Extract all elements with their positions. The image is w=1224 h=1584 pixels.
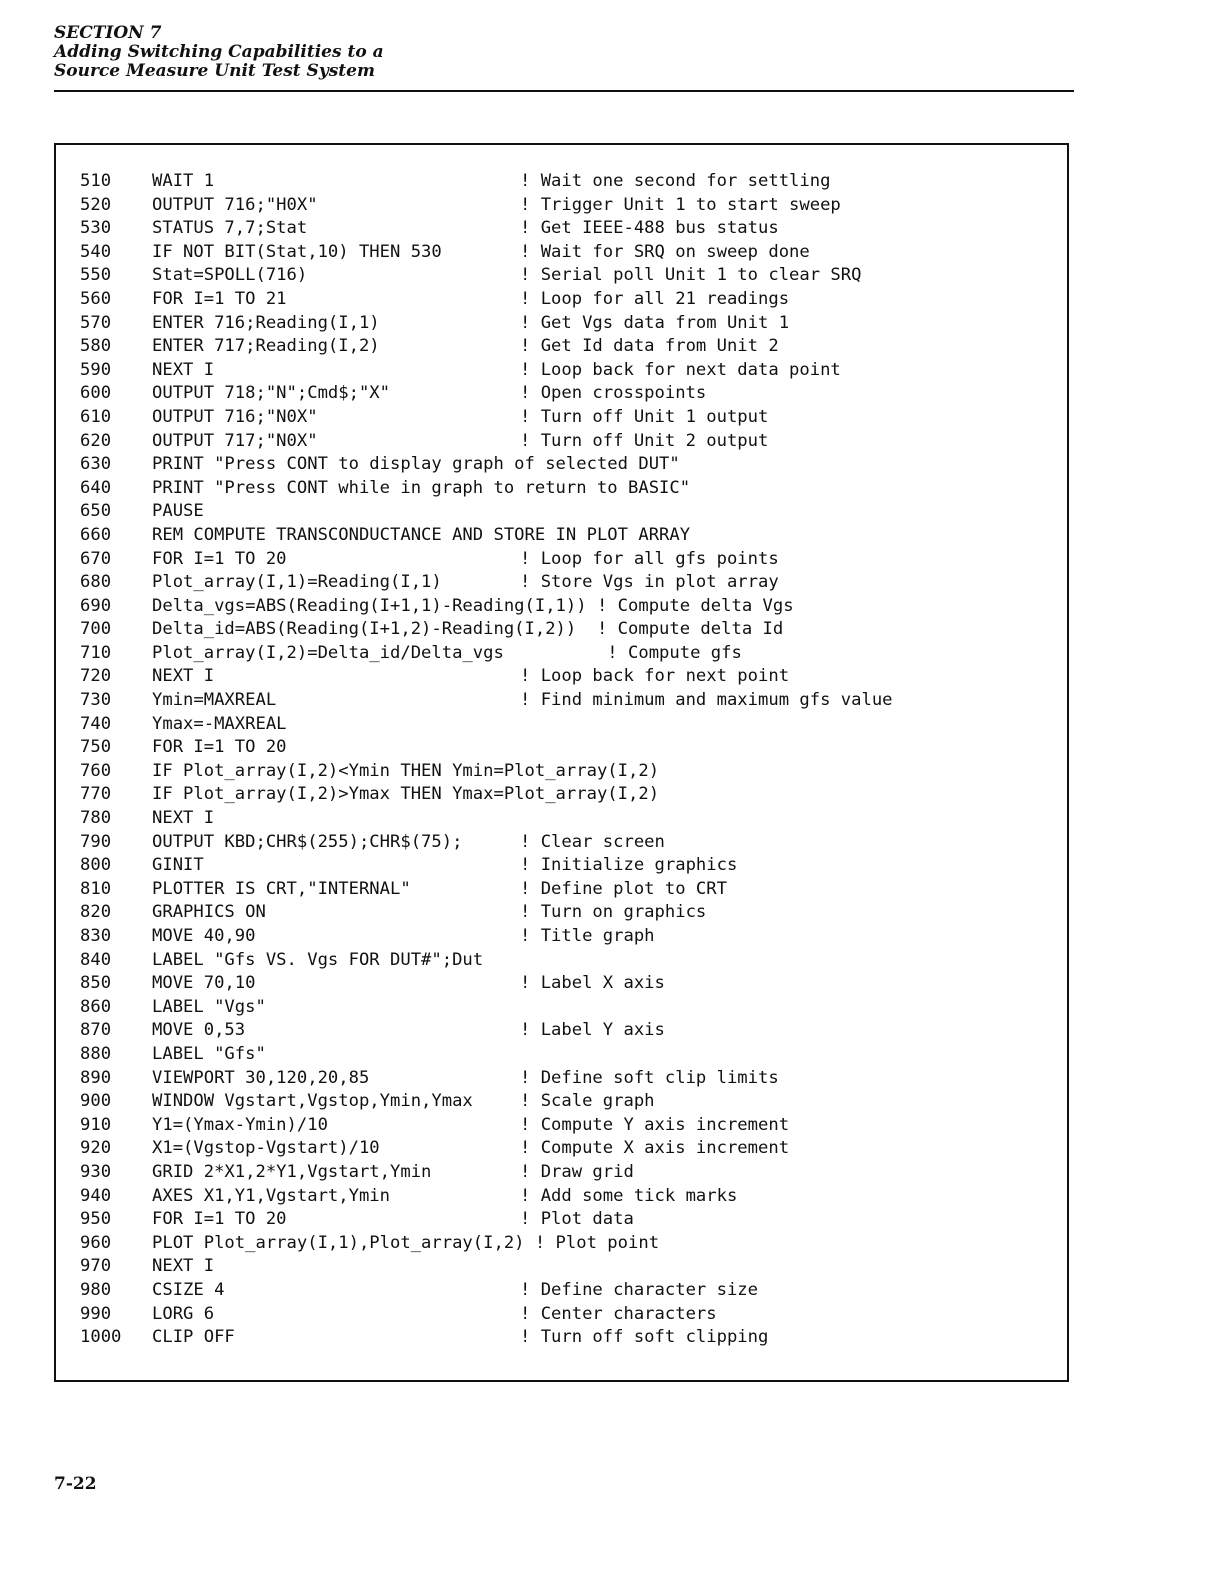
- code-statement: VIEWPORT 30,120,20,85: [152, 1067, 370, 1088]
- line-number: 660: [80, 524, 112, 545]
- line-number: 530: [80, 218, 112, 239]
- code-statement: ENTER 717;Reading(I,2): [152, 336, 380, 357]
- line-number: 710: [80, 642, 112, 663]
- code-statement: NEXT I: [152, 1256, 215, 1277]
- code-comment: ! Serial poll Unit 1 to clear SRQ: [520, 265, 862, 286]
- section-title: SECTION 7: [54, 23, 162, 43]
- code-statement: PAUSE: [152, 501, 204, 522]
- line-number: 760: [80, 760, 112, 781]
- code-statement: Plot_array(I,2)=Delta_id/Delta_vgs ! Compute gfs: [152, 642, 742, 663]
- code-comment: ! Loop for all 21 readings: [520, 288, 790, 309]
- code-statement: MOVE 0,53: [152, 1020, 246, 1041]
- code-statement: STATUS 7,7;Stat: [152, 218, 308, 239]
- line-number: 940: [80, 1185, 112, 1206]
- code-statement: OUTPUT 716;"H0X": [152, 194, 318, 215]
- code-statement: FOR I=1 TO 20: [152, 1209, 287, 1230]
- line-number: 860: [80, 996, 112, 1017]
- page-header: [54, 24, 1074, 81]
- code-comment: ! Turn on graphics: [520, 902, 707, 923]
- line-number: 980: [80, 1279, 112, 1300]
- code-comment: ! Wait one second for settling: [520, 171, 831, 191]
- code-comment: ! Define soft clip limits: [520, 1067, 779, 1088]
- line-number: 870: [80, 1020, 112, 1041]
- line-number: 730: [80, 690, 112, 711]
- line-number: 930: [80, 1161, 112, 1182]
- line-number: 690: [80, 595, 112, 616]
- line-number: 960: [80, 1232, 112, 1253]
- line-number: 680: [80, 572, 112, 593]
- line-number: 890: [80, 1067, 112, 1088]
- code-statement: IF NOT BIT(Stat,10) THEN 530: [152, 241, 442, 262]
- code-statement: GRID 2*X1,2*Y1,Vgstart,Ymin: [152, 1161, 432, 1182]
- code-comment: ! Get Vgs data from Unit 1: [520, 312, 790, 333]
- code-comment: ! Store Vgs in plot array: [520, 572, 779, 593]
- code-comment: ! Plot data: [520, 1209, 634, 1230]
- line-number: 810: [80, 878, 112, 899]
- code-statement: GRAPHICS ON: [152, 902, 266, 923]
- code-statement: Ymax=-MAXREAL: [152, 713, 287, 734]
- code-comment: ! Turn off Unit 1 output: [520, 406, 769, 427]
- code-statement: MOVE 70,10: [152, 973, 256, 994]
- code-statement: Delta_vgs=ABS(Reading(I+1,1)-Reading(I,1)) ! Compute delta Vgs: [152, 595, 794, 616]
- code-statement: OUTPUT 716;"N0X": [152, 406, 318, 427]
- code-statement: Y1=(Ymax-Ymin)/10: [152, 1114, 328, 1135]
- code-statement: LABEL "Gfs": [152, 1043, 266, 1064]
- line-number: 520: [80, 194, 112, 215]
- code-statement: PLOT Plot_array(I,1),Plot_array(I,2) ! Plot point: [152, 1232, 660, 1253]
- line-number: 580: [80, 336, 112, 357]
- code-comment: ! Clear screen: [520, 831, 665, 852]
- line-number: 790: [80, 831, 112, 852]
- code-comment: ! Compute X axis increment: [520, 1138, 790, 1159]
- code-statement: Stat=SPOLL(716): [152, 265, 308, 286]
- code-statement: IF Plot_array(I,2)<Ymin THEN Ymin=Plot_array(I,2): [152, 760, 660, 781]
- page-number: 7-22: [54, 1474, 97, 1494]
- line-number: 800: [80, 855, 112, 876]
- line-number: 630: [80, 454, 112, 475]
- code-comment: ! Get Id data from Unit 2: [520, 336, 779, 357]
- code-statement: NEXT I: [152, 359, 215, 380]
- code-comment: ! Center characters: [520, 1303, 717, 1324]
- line-number: 920: [80, 1138, 112, 1159]
- line-number: 970: [80, 1256, 112, 1277]
- code-listing-box: [54, 143, 1069, 1382]
- section-subtitle-line-2: Source Measure Unit Test System: [54, 61, 375, 81]
- line-number: 820: [80, 902, 112, 923]
- code-statement: ENTER 716;Reading(I,1): [152, 312, 380, 333]
- code-comment: ! Scale graph: [520, 1091, 655, 1112]
- code-statement: WAIT 1: [152, 171, 215, 191]
- line-number: 880: [80, 1043, 112, 1064]
- code-statement: LORG 6: [152, 1303, 215, 1324]
- code-comment: ! Define plot to CRT: [520, 878, 727, 899]
- header-rule: [54, 90, 1074, 92]
- line-number: 1000: [80, 1327, 122, 1348]
- code-statement: LABEL "Gfs VS. Vgs FOR DUT#";Dut: [152, 949, 484, 970]
- line-number: 610: [80, 406, 112, 427]
- line-number: 780: [80, 808, 112, 829]
- code-statement: OUTPUT 718;"N";Cmd$;"X": [152, 383, 390, 404]
- code-comment: ! Draw grid: [520, 1161, 634, 1182]
- line-number: 950: [80, 1209, 112, 1230]
- code-comment: ! Get IEEE-488 bus status: [520, 218, 779, 239]
- code-statement: LABEL "Vgs": [152, 996, 266, 1017]
- code-comment: ! Label X axis: [520, 973, 665, 994]
- code-statement: WINDOW Vgstart,Vgstop,Ymin,Ymax: [152, 1091, 473, 1112]
- line-number: 700: [80, 619, 112, 640]
- line-number: 550: [80, 265, 112, 286]
- code-statement: REM COMPUTE TRANSCONDUCTANCE AND STORE IN PLOT ARRAY: [152, 524, 691, 545]
- code-comment: ! Open crosspoints: [520, 383, 707, 404]
- code-statement: CLIP OFF: [152, 1327, 235, 1348]
- line-number: 540: [80, 241, 112, 262]
- code-statement: NEXT I: [152, 808, 215, 829]
- code-comment: ! Compute Y axis increment: [520, 1114, 790, 1135]
- code-comment: ! Define character size: [520, 1279, 758, 1300]
- code-statement: FOR I=1 TO 20: [152, 548, 287, 569]
- code-statement: PRINT "Press CONT to display graph of selected DUT": [152, 454, 680, 475]
- code-statement: PLOTTER IS CRT,"INTERNAL": [152, 878, 411, 899]
- line-number: 830: [80, 926, 112, 946]
- code-statement: PRINT "Press CONT while in graph to return to BASIC": [152, 477, 691, 498]
- code-comment: ! Wait for SRQ on sweep done: [520, 241, 810, 262]
- code-comment: ! Initialize graphics: [520, 855, 738, 876]
- code-statement: FOR I=1 TO 21: [152, 288, 287, 309]
- code-statement: OUTPUT KBD;CHR$(255);CHR$(75);: [152, 831, 463, 852]
- line-number: 910: [80, 1114, 112, 1135]
- line-number: 770: [80, 784, 112, 805]
- code-comment: ! Turn off soft clipping: [520, 1327, 769, 1348]
- line-number: 740: [80, 713, 112, 734]
- code-comment: ! Loop for all gfs points: [520, 548, 779, 569]
- line-number: 590: [80, 359, 112, 380]
- code-comment: ! Add some tick marks: [520, 1185, 738, 1206]
- code-statement: Ymin=MAXREAL: [152, 690, 277, 711]
- section-subtitle-line-1: Adding Switching Capabilities to a: [54, 42, 384, 62]
- code-statement: CSIZE 4: [152, 1279, 225, 1300]
- line-number: 990: [80, 1303, 112, 1324]
- code-comment: ! Title graph: [520, 926, 655, 946]
- line-number: 850: [80, 973, 112, 994]
- line-number: 900: [80, 1091, 112, 1112]
- code-statement: Delta_id=ABS(Reading(I+1,2)-Reading(I,2)) ! Compute delta Id: [152, 619, 784, 640]
- line-number: 650: [80, 501, 112, 522]
- code-statement: GINIT: [152, 855, 204, 876]
- line-number: 510: [80, 171, 112, 191]
- code-statement: Plot_array(I,1)=Reading(I,1): [152, 572, 442, 593]
- line-number: 570: [80, 312, 112, 333]
- code-comment: ! Label Y axis: [520, 1020, 665, 1041]
- line-number: 600: [80, 383, 112, 404]
- code-statement: AXES X1,Y1,Vgstart,Ymin: [152, 1185, 390, 1206]
- code-statement: OUTPUT 717;"N0X": [152, 430, 318, 451]
- line-number: 620: [80, 430, 112, 451]
- code-comment: ! Loop back for next point: [520, 666, 790, 687]
- code-comment: ! Loop back for next data point: [520, 359, 841, 380]
- line-number: 670: [80, 548, 112, 569]
- code-statement: NEXT I: [152, 666, 215, 687]
- code-statement: MOVE 40,90: [152, 926, 256, 946]
- code-comment: ! Trigger Unit 1 to start sweep: [520, 194, 841, 215]
- line-number: 720: [80, 666, 112, 687]
- line-number: 640: [80, 477, 112, 498]
- line-number: 560: [80, 288, 112, 309]
- code-comment: ! Find minimum and maximum gfs value: [520, 690, 893, 711]
- line-number: 750: [80, 737, 112, 758]
- code-statement: IF Plot_array(I,2)>Ymax THEN Ymax=Plot_array(I,2): [152, 784, 660, 805]
- code-statement: FOR I=1 TO 20: [152, 737, 287, 758]
- code-comment: ! Turn off Unit 2 output: [520, 430, 769, 451]
- code-statement: X1=(Vgstop-Vgstart)/10: [152, 1138, 380, 1159]
- line-number: 840: [80, 949, 112, 970]
